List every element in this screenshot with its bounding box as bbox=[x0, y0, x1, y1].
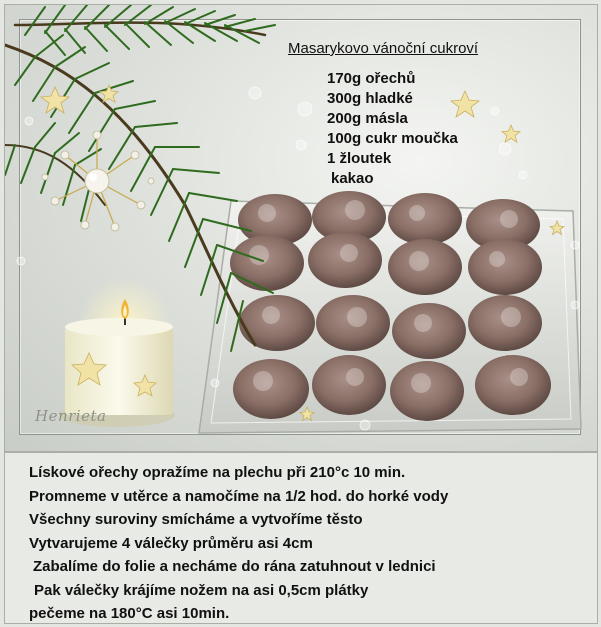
instruction-step: Promneme v utěrce a namočíme na 1/2 hod. do horké vody bbox=[29, 487, 449, 505]
ingredient-item: 1 žloutek bbox=[327, 150, 392, 167]
instruction-step: Pak válečky krájíme nožem na asi 0,5cm plátky bbox=[34, 581, 369, 599]
instructions-panel bbox=[4, 452, 598, 624]
instruction-step: Vytvarujeme 4 válečky průměru asi 4cm bbox=[29, 534, 313, 552]
instruction-step: Všechny suroviny smícháme a vytvoříme těsto bbox=[29, 511, 363, 528]
ingredient-item: 200g másla bbox=[327, 110, 408, 127]
author-signature: Henrieta bbox=[35, 407, 107, 425]
candle-icon bbox=[59, 277, 175, 427]
ingredient-item: kakao bbox=[331, 170, 374, 187]
ingredient-list bbox=[327, 69, 458, 189]
instruction-list bbox=[29, 461, 448, 626]
ingredient-item: 100g cukr moučka bbox=[327, 130, 458, 147]
instruction-step: Lískové ořechy opražíme na plechu při 210°c 10 min. bbox=[29, 464, 406, 481]
instruction-step: pečeme na 180°C asi 10min. bbox=[29, 605, 230, 622]
ingredient-item: 170g ořechů bbox=[327, 70, 416, 87]
ingredient-item: 300g hladké bbox=[327, 90, 413, 107]
recipe-photo bbox=[4, 4, 598, 452]
decor-scene bbox=[5, 5, 597, 451]
instruction-step: Zabalíme do folie a necháme do rána zatuhnout v lednici bbox=[33, 558, 436, 575]
recipe-title: Masarykovo vánoční cukroví bbox=[288, 40, 479, 57]
